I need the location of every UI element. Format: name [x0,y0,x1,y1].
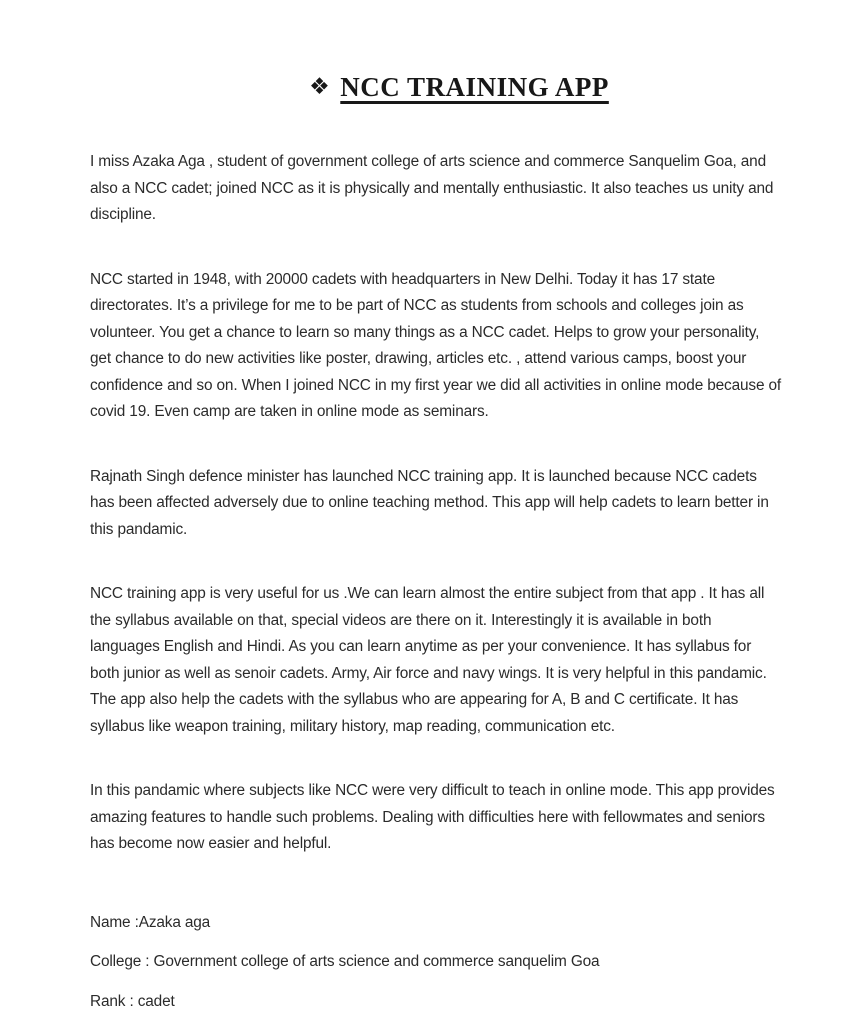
document-title-text: NCC TRAINING APP [340,72,609,102]
document-body [90,149,784,858]
paragraph-3: Rajnath Singh defence minister has launched NCC training app. It is launched because NCC cadets has been affected adversely due to online teaching method. This app will help cadets to learn better in this pandamic. [90,467,769,538]
signature-college-line: College : Government college of arts science and commerce sanquelim Goa [90,953,600,970]
paragraph-4: NCC training app is very useful for us .We can learn almost the entire subject from that app . It has all the syllabus available on that, special videos are there on it. Interestingly it is available in both languages English and Hindi. As you can learn anytime as per your convenience. It has syllabus for both junior as well as senoir cadets. Army, Air force and navy wings. It is very helpful in this pandamic. The app also help the cadets with the syllabus who are appearing for A, B and C certificate. It has syllabus like weapon training, military history, map reading, communication etc. [90,585,767,735]
paragraph-1: I miss Azaka Aga , student of government college of arts science and commerce Sanquelim Goa, and also a NCC cadet; joined NCC as it is physically and mentally enthusiastic. It also teaches us unity and discipline. [90,153,774,223]
signature-rank-line: Rank : cadet [90,992,175,1010]
paragraph-5: In this pandamic where subjects like NCC were very difficult to teach in online mode. This app provides amazing features to handle such problems. Dealing with difficulties here with fellowmates and seniors has become now easier and helpful. [90,782,775,852]
signature-block [90,910,778,1016]
document-title [140,72,778,103]
signature-name-line: Name :Azaka aga [90,913,211,931]
paragraph-2: NCC started in 1948, with 20000 cadets with headquarters in New Delhi. Today it has 17 state directorates. It’s a privilege for me to be part of NCC as students from schools and colleges join as volunteer. You get a chance to learn so many things as a NCC cadet. Helps to grow your personality, get chance to do new activities like poster, drawing, articles etc. , attend various camps, boost your confidence and so on. When I joined NCC in my first year we did all activities in online mode because of covid 19. Even camp are taken in online mode as seminars. [90,270,782,420]
diamond-bullet-icon: ❖ [309,74,331,100]
